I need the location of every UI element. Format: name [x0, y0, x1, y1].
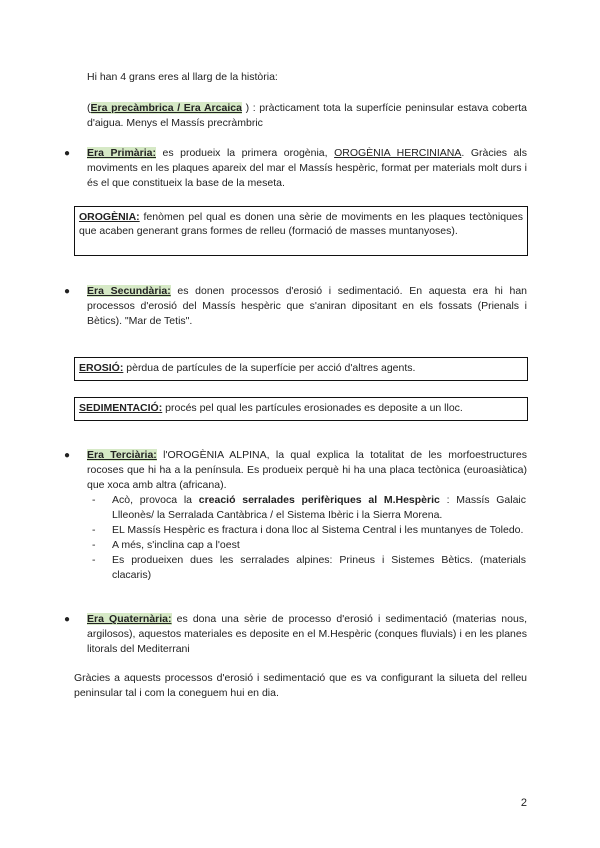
definition-box-orogenia: [74, 206, 528, 256]
bullet-icon: ●: [64, 148, 71, 159]
bullet-icon: ●: [64, 286, 71, 297]
dash-marker: -: [92, 539, 96, 551]
quaternaria-paragraph: [87, 612, 527, 657]
list-item-text: EL Massís Hespèric es fractura i dona lloc al Sistema Central i les muntanyes de Toledo.: [112, 524, 524, 536]
terciaria-paragraph: [87, 448, 527, 493]
primaria-paragraph: [87, 146, 527, 191]
list-item: [92, 538, 526, 553]
dash-marker: -: [92, 554, 96, 566]
terciaria-list: [92, 493, 526, 583]
page-number: 2: [520, 797, 527, 809]
bullet-icon: ●: [64, 614, 71, 625]
orogenia-herciniana-text: OROGÈNIA HERCINIANA: [334, 147, 462, 159]
list-item: [92, 523, 526, 538]
dash-marker: -: [92, 494, 96, 506]
sedimentacio-term: SEDIMENTACIÓ:: [79, 402, 163, 414]
precambrica-text: ) : pràcticament tota la superfície peninsular estava coberta d'aigua. Menys el Massís precràmbric: [87, 102, 527, 129]
list-item-text: Acò, provoca la: [112, 494, 199, 506]
terciaria-term: Era Terciària:: [87, 449, 157, 461]
list-item: [92, 493, 526, 523]
list-item-text: : Massís Galaic Llleonès/ la Serralada Cantàbrica / el Sistema Ibèric i la Sierra Morena.: [112, 494, 526, 521]
list-item-bold: creació serralades perifèriques al M.Hespèric: [198, 494, 440, 506]
quaternaria-term: Era Quaternària:: [87, 613, 172, 625]
definition-box-sedimentacio: [74, 397, 528, 421]
precambrica-paragraph: [87, 101, 527, 131]
secundaria-paragraph: [87, 284, 527, 329]
precambrica-open: (: [87, 102, 91, 114]
quaternaria-text: es dona una sèrie de processo d'erosió i sedimentació (materias nous, argilosos), aquestos materiales es deposite en el M.Hespèric (conques fluvials) i en les planes litorals del Mediterrani: [87, 613, 527, 655]
primaria-text2: . Gràcies als moviments en les plaques apareix del mar el Massís hespèric, format per materials molt durs i és el que constitueix la base de la meseta.: [87, 147, 527, 189]
secundaria-text: es donen processos d'erosió i sedimentació. En aquesta era hi han processos d'erosió del Massís hespèric que s'aniran dipositant en els fossats (Prienals i Bètics). "Mar de Tetis".: [87, 285, 527, 327]
list-item-text: Es produeixen dues les serralades alpines: Prineus i Sistemes Bètics. (materials clacaris): [112, 554, 526, 581]
intro-text: Hi han 4 grans eres al llarg de la història:: [87, 71, 278, 83]
bullet-icon: ●: [64, 450, 71, 461]
primaria-text1: es produeix la primera orogènia,: [155, 147, 335, 159]
terciaria-text: l'OROGÈNIA ALPINA, la qual explica la totalitat de les morfoestructures rocoses que hi ha a la península. Es produeix perquè hi ha una placa tectònica (euroasiàtica) que xoca amb altra (africana).: [87, 449, 528, 491]
orogenia-term: OROGÈNIA:: [79, 211, 140, 223]
definition-box-erosio: [74, 357, 528, 381]
list-item-text: A més, s'inclina cap a l'oest: [112, 539, 240, 551]
precambrica-term: Era precàmbrica / Era Arcaica: [90, 102, 242, 114]
sedimentacio-definition: procés pel qual les partícules erosionades es deposite a un lloc.: [162, 402, 463, 414]
primaria-term: Era Primària:: [87, 147, 156, 159]
conclusion-paragraph: Gràcies a aquests processos d'erosió i sedimentació que es va configurant la silueta del relleu peninsular tal i com la coneguem hui en dia.: [74, 672, 527, 699]
erosio-definition: pèrdua de partícules de la superfície per acció d'altres agents.: [123, 362, 416, 374]
list-item: [92, 553, 526, 583]
erosio-term: EROSIÓ:: [79, 362, 124, 374]
dash-marker: -: [92, 524, 96, 536]
orogenia-definition: fenòmen pel qual es donen una sèrie de moviments en les plaques tectòniques que acaben generant grans formes de relleu (formació de masses muntanyoses).: [79, 211, 523, 237]
secundaria-term: Era Secundària:: [87, 285, 171, 297]
